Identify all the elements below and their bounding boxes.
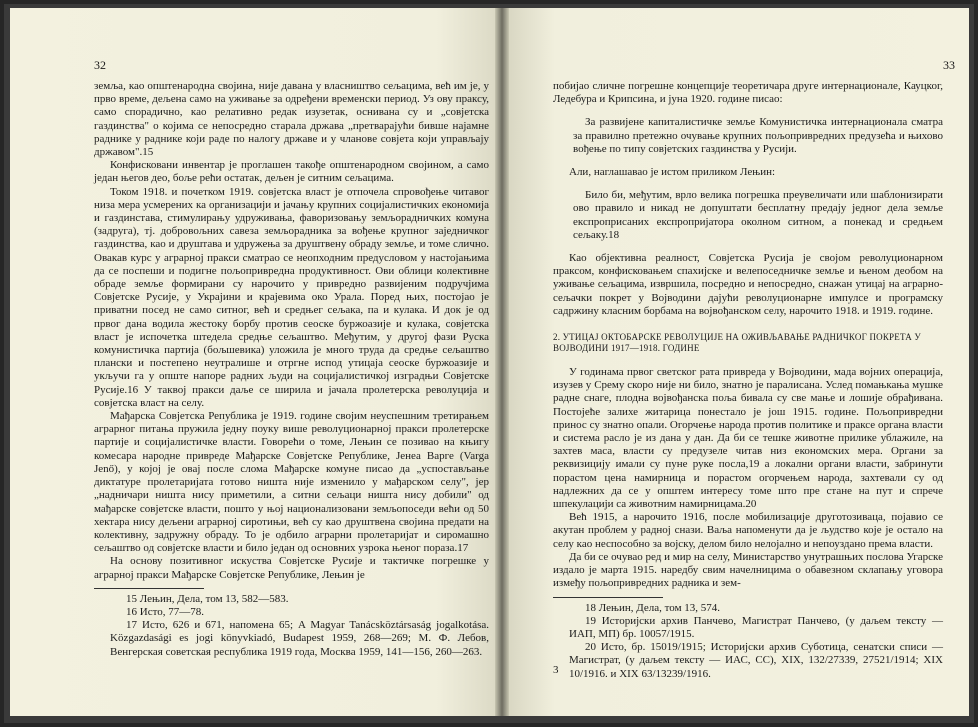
paragraph: Мађарска Совјетска Република је 1919. године својим неуспешним третирањем аграрног питања пружила једну поуку више револуционарној пракси пролетерске партије и социјалистичке власти. Говорећи о томе, Лењин се позивао на књигу комесара народне привреде Мађарске Совјетске Републике, Јенеа Варге (Varga Jenő), у којој је овај после слома Мађарске комуне писао да „успостављање диктатуре пролетаријата готово ништа није изменило у мађарском селу", јер „надничари ништа нису приметили, а ситни сељаци ништа нису добили" од мађарске совјетске власти, пошто у њој национализовани земљопоседи већи од 50 хектара нису дељени аграрној сиротињи, већ су као друштвена својина предати на колективну, задружну обраду. То је одбило аграрни пролетаријат и сиромашно сељаштво од совјетске власти и било један од основних узрока њеног пораза.17 [94, 410, 489, 555]
page-number: 33 [943, 58, 955, 72]
left-text-column [94, 80, 489, 659]
left-page [10, 8, 495, 716]
right-text-column [553, 80, 943, 681]
paragraph: Већ 1915, а нарочито 1916, после мобилизације друготозиваца, појавио се акутан проблем у радној снази. Ваља напоменути да је људство које је остало на селу као неспособно за војску, делом било нелојално и непоуздано према власти. [553, 511, 943, 550]
page-number: 32 [94, 58, 106, 72]
quote-text: За развијене капиталистичке земље Комунистичка интернационала сматра за правилно претежно очување крупних пољопривредних предузећа и њихово вођење по типу совјетских газдинства у Русији. [573, 116, 943, 155]
footnote: 19 Историјски архив Панчево, Магистрат Панчево, (у даљем тексту — ИАП, МП) бр. 10057/1915. [569, 614, 943, 640]
footnote-divider [553, 597, 663, 598]
paragraph: земља, као општенародна својина, није давана у власништво сељацима, већ им је, у прво време, дељена само на уживање за одређени временски период. Уз ову праксу, само спорадично, као релативно редак изузетак, оснивана су и „совјетска газдинства" о којима се непосредно старала држава „претварајући бивше најамне раднике у раднике који раде по налогу државе и у чланове совјета који управљају државом".15 [94, 80, 489, 159]
footnote: 17 Исто, 626 и 671, напомена 65; A Magyar Tanácsköztársaság jogalkotása. Közgazdasági es jogi könyvkiadó, Budapest 1959, 268—269; М. Ф. Лебов, Венгерская советская республика 1919 года, Москва 1959, 141—156, 260—263. [110, 619, 489, 658]
paragraph: Током 1918. и почетком 1919. совјетска власт је отпочела спровођење читавог низа мера усмерених ка организацији и јачању крупних социјалистичких економија и газдинстава, стимулирању удруживања, фаворизовању земљорадничких комуна (задруга), тј. добровољних савеза земљорадника за вођење крупног заједничког газдинства, као и друштава и удружења за друштвену обраду земље, и томе слично. Овакав курс у аграрној пракси сматрао се неопходним предусловом у настојањима да се поспеши и подигне пољопривредна продуктивност. Ови облици колективне обраде земље формирани су нарочито у привредно развијеним подручјима Совјетске Русије, у Украјини и крајевима око Урала. Поред њих, постојао је приватни посед не само ситног, већ и средњег сељака, па и кулака. И док је од првог дана водила жестоку борбу против сеоске буржоазије и кулака, совјетска власт је испочетка штедела средње сељаштво. Међутим, у другој фази Руска комунистичка партија (бољшевика) уложила је много труда да средње сељаштво плански и постепено неутралише и отргне испод утицаја сеоске буржоазије и укључи га у опште напоре радних људи на социјалистичкој изградњи Совјетске Русије.16 У таквој пракси даље се ширила и јачала пролетерска револуција и совјетска власт на селу. [94, 185, 489, 409]
footnote: 20 Исто, бр. 15019/1915; Историјски архив Суботица, сенатски списи — Магистрат, (у даљем тексту — ИАС, СС), XIX, 132/27339, 27521/1914; XIX 10/1916. и XIX 63/13239/1916. [569, 641, 943, 680]
paragraph: Конфисковани инвентар је проглашен такође општенародном својином, а само један његов део, боље рећи остатак, дељен је ситним сељацима. [94, 159, 489, 185]
footnote: 18 Лењин, Дела, том 13, 574. [585, 601, 721, 614]
footnote: 16 Исто, 77—78. [126, 605, 204, 618]
paragraph: Да би се очувао ред и мир на селу, Министарство унутрашњих послова Угарске издало је марта 1915. наредбу свим начелницима о обавезном склапању уговора између пољопривредних радника и зем- [553, 550, 943, 590]
book-gutter [495, 8, 509, 716]
section-heading: 2. УТИЦАЈ ОКТОБАРСКЕ РЕВОЛУЦИЈЕ НА ОЖИВЉАВАЊЕ РАДНИЧКОГ ПОКРЕТА У ВОЈВОДИНИ 1917—1918. ГОДИНЕ [553, 332, 921, 354]
paragraph: На основу позитивног искуства Совјетске Русије и тактичке погрешке у аграрној пракси Мађарске Совјетске Републике, Лењин је [94, 555, 489, 581]
footnote-divider [94, 588, 204, 589]
footnote: 15 Лењин, Дела, том 13, 582—583. [126, 592, 289, 605]
right-page [509, 8, 969, 716]
book-spread [4, 4, 974, 723]
block-quote [573, 116, 943, 156]
quote-text: Било би, међутим, врло велика погрешка преувеличати или шаблонизирати ово правило и никад не допуштати бесплатну предају једног дела земље експроприсаних експропријатора околном ситном, а понекад и средњем сељаку.18 [573, 189, 943, 241]
block-quote [573, 189, 943, 242]
paragraph: побијао сличне погрешне концепције теоретичара друге интернационале, Кауцког, Ледебура и Крипсина, и јуна 1920. године писао: [553, 80, 943, 106]
signature-mark: 3 [553, 664, 559, 676]
paragraph: Али, наглашавао је истом приликом Лењин: [569, 166, 776, 179]
paragraph: Као објективна реалност, Совјетска Русија је својом револуционарном праксом, конфисковањем спахијске и велепоседничке земље и њеном деобом на уживање сељацима, извршила, посредно и непосредно, снажан утицај на аграрно-сељачки покрет у Војводини дајући револуционарне импулсе и програмску садржину класним борбама на војвођанском селу, нарочито 1918. и 1919. године. [553, 252, 943, 317]
paragraph: У годинама првог светског рата привреда у Војводини, мада војних операција, изузев у Срему скоро није ни било, знатно је паралисана. Услед помањкања мушке радне снаге, плодна војвођанска поља бивала су све мање и лошије обрађивана. Постојеће залихе житарица понестало је још 1915. године. Пољопривредни принос су знатно опали. Огорчење народа против политике и праксе органа власти и система расло је из дана у дан. Да би се тешке животне прилике ублажиле, на захтев маса, власти су предузеле читав низ економских мера. Органи за реквизицију имали су пуне руке посла,19 а локални органи власти, забринути порастом цена намирница и порастом огорчењем народа, захтевали су од надлежних да се у општем интересу томе што пре стане на пут и спрече шпекулацији са животним намирницама.20 [553, 366, 943, 511]
